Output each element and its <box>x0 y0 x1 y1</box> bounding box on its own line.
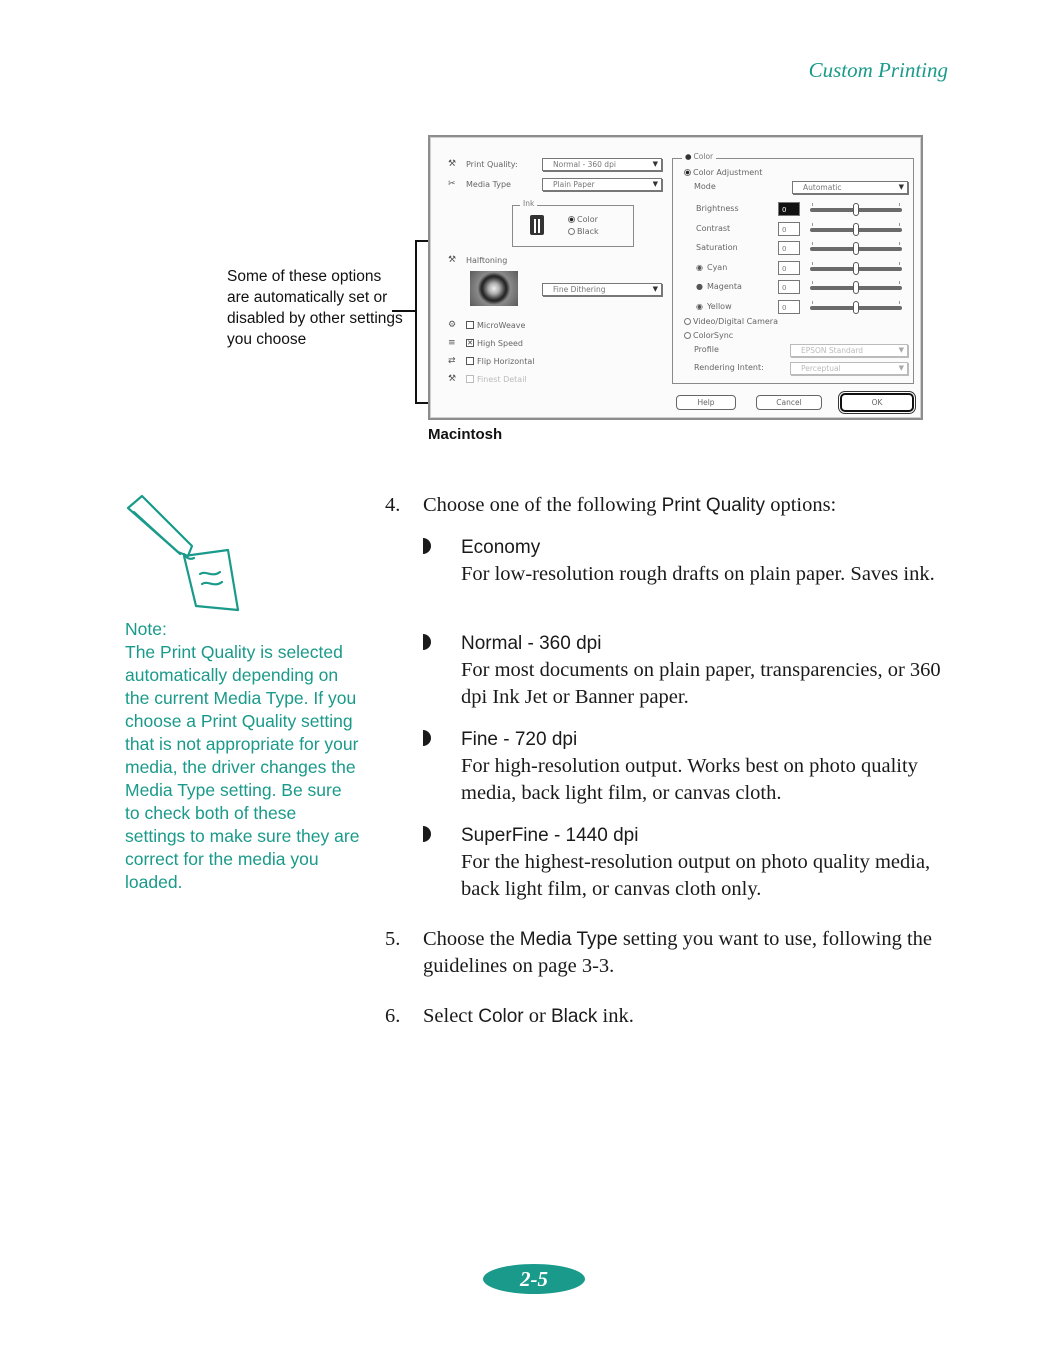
slider-thumb[interactable] <box>853 223 859 236</box>
profile-select <box>790 344 908 357</box>
checkbox-label: MicroWeave <box>477 320 526 330</box>
checkbox-label: High Speed <box>477 338 524 348</box>
color-adjustment-label: Color Adjustment <box>693 168 763 177</box>
bullet-icon <box>423 730 431 746</box>
radio-icon <box>684 318 691 325</box>
mode-label: Mode <box>694 182 716 191</box>
dropdown-arrow-icon: ▼ <box>898 364 904 372</box>
media-type-icon: ✂ <box>448 179 456 189</box>
option-description: For low-resolution rough drafts on plain paper. Saves ink. <box>461 563 935 585</box>
print-quality-value: Normal - 360 dpi <box>553 160 616 169</box>
step-text-part: or <box>523 1005 551 1027</box>
figure-caption: Macintosh <box>428 426 503 443</box>
adjustment-value-field[interactable]: 0 <box>778 241 800 255</box>
note-body: The Print Quality is selected automatically depending on the current Media Type. If you choose a Print Quality setting that is not appropriate for your media, the driver changes the Media Type setting. Be sure to check both of these settings to make sure they are correct for the media you loaded. <box>125 642 360 892</box>
slider-tick <box>812 203 813 206</box>
step-number: 5. <box>385 928 401 950</box>
note-heading: Note: <box>125 619 167 639</box>
step-number: 6. <box>385 1005 401 1027</box>
high-speed-icon: ≡ <box>448 338 456 348</box>
mode-row <box>694 182 716 191</box>
step-text-part: Choose the <box>423 928 520 950</box>
cancel-button[interactable]: Cancel <box>756 395 822 410</box>
slider-tick <box>812 281 813 284</box>
slider-thumb[interactable] <box>853 242 859 255</box>
checkbox-finest-detail <box>448 374 527 384</box>
cyan-dot-icon: ◉ <box>696 263 703 272</box>
adjustment-slider[interactable] <box>810 226 902 234</box>
step-text <box>423 926 948 980</box>
step-text-part: Choose one of the following <box>423 494 662 516</box>
checkbox-icon <box>466 321 474 329</box>
color-group-header <box>682 152 716 161</box>
halftoning-label: Halftoning <box>466 255 508 265</box>
ui-term: Media Type <box>519 929 618 950</box>
slider-tick <box>899 301 900 304</box>
halftoning-select[interactable] <box>542 283 662 296</box>
checkbox-icon <box>466 357 474 365</box>
colorsync-label: ColorSync <box>693 331 734 340</box>
checkbox-checked-icon: ✕ <box>467 339 473 347</box>
print-quality-label: Print Quality: <box>466 159 518 169</box>
dropdown-arrow-icon: ▼ <box>652 285 658 293</box>
slider-tick <box>899 262 900 265</box>
adjustment-label: Magenta <box>706 282 742 291</box>
video-camera-label: Video/Digital Camera <box>693 317 778 326</box>
video-camera-option[interactable] <box>684 317 778 326</box>
checkbox-microweave[interactable] <box>448 320 525 330</box>
profile-row <box>694 345 719 354</box>
step-text <box>423 1003 963 1030</box>
step-text <box>423 492 963 519</box>
slider-tick <box>812 223 813 226</box>
ui-term: Black <box>550 1006 598 1027</box>
rendering-intent-value: Perceptual <box>801 364 841 373</box>
slider-thumb[interactable] <box>853 203 859 216</box>
adjustment-row <box>696 224 730 233</box>
figure-callout: Some of these options are automatically set or disabled by other settings you choose <box>227 268 403 348</box>
adjustment-slider[interactable] <box>810 245 902 253</box>
option-title: Economy <box>461 537 541 558</box>
help-button[interactable]: Help <box>676 395 736 410</box>
bullet-icon <box>423 634 431 650</box>
color-adjustment-option[interactable] <box>684 168 762 177</box>
checkbox-disabled-icon <box>466 375 474 383</box>
ui-term: Print Quality <box>661 495 766 516</box>
microweave-icon: ⚙ <box>448 320 457 330</box>
halftoning-icon: ⚒ <box>448 255 457 265</box>
dropdown-arrow-icon: ▼ <box>652 160 658 168</box>
dropdown-arrow-icon: ▼ <box>898 183 904 191</box>
radio-icon <box>684 332 691 339</box>
adjustment-row <box>696 204 739 213</box>
yellow-dot-icon: ◉ <box>696 302 703 311</box>
adjustment-label: Saturation <box>696 243 738 252</box>
adjustment-label: Contrast <box>696 224 731 233</box>
step-text-part: Select <box>423 1005 479 1027</box>
adjustment-row <box>696 243 738 252</box>
step-text-part: setting you want to use, following the guidelines on page 3-3. <box>423 928 932 977</box>
adjustment-row <box>696 302 732 311</box>
adjustment-label: Brightness <box>696 204 739 213</box>
ui-term: Color <box>478 1006 524 1027</box>
note-pencil-icon <box>120 490 245 615</box>
adjustment-value-field[interactable]: 0 <box>778 261 800 275</box>
step-text-part: ink. <box>597 1005 634 1027</box>
option-description: For most documents on plain paper, transparencies, or 360 dpi Ink Jet or Banner paper. <box>461 659 941 708</box>
ink-cartridge-icon <box>530 215 544 235</box>
dropdown-arrow-icon: ▼ <box>652 180 658 188</box>
adjustment-slider[interactable] <box>810 206 902 214</box>
adjustment-value-field[interactable]: 0 <box>778 202 800 216</box>
profile-label: Profile <box>694 345 719 354</box>
radio-icon <box>568 228 575 235</box>
adjustment-row <box>696 282 742 291</box>
halftone-preview-image <box>470 271 518 306</box>
ink-option-black[interactable] <box>568 227 599 236</box>
step-text-part: options: <box>765 494 837 516</box>
slider-tick <box>812 262 813 265</box>
print-quality-row <box>448 159 518 169</box>
checkbox-label: Flip Horizontal <box>477 356 535 366</box>
ink-group-label: Ink <box>520 199 537 208</box>
slider-thumb[interactable] <box>853 301 859 314</box>
rendering-intent-label: Rendering Intent: <box>694 363 764 372</box>
checkbox-label: Finest Detail <box>477 374 527 384</box>
bullet-icon <box>423 538 431 554</box>
profile-value: EPSON Standard <box>801 346 864 355</box>
print-quality-icon: ⚒ <box>448 159 457 169</box>
lock-icon: ● <box>685 152 692 161</box>
adjustment-slider[interactable] <box>810 265 902 273</box>
media-type-value: Plain Paper <box>553 180 595 189</box>
rendering-intent-select <box>790 362 908 375</box>
option-description: For high-resolution output. Works best on photo quality media, back light film, or canvas cloth. <box>461 755 918 804</box>
color-group-label: Color <box>693 152 714 161</box>
radio-selected-icon <box>684 169 691 176</box>
slider-tick <box>899 242 900 245</box>
adjustment-value-field[interactable]: 0 <box>778 222 800 236</box>
adjustment-value-field[interactable]: 0 <box>778 280 800 294</box>
rendering-intent-row <box>694 363 764 372</box>
media-type-select[interactable] <box>542 178 662 191</box>
slider-thumb[interactable] <box>853 262 859 275</box>
checkbox-high-speed[interactable] <box>448 338 523 348</box>
print-quality-select[interactable] <box>542 158 662 171</box>
radio-selected-icon <box>568 216 575 223</box>
adjustment-label: Yellow <box>706 302 732 311</box>
mode-value: Automatic <box>803 183 842 192</box>
step-number: 4. <box>385 494 401 516</box>
slider-tick <box>899 203 900 206</box>
adjustment-row <box>696 263 727 272</box>
note-box <box>125 618 360 894</box>
mode-select[interactable] <box>792 181 908 194</box>
print-options-dialog <box>428 135 923 420</box>
finest-detail-icon: ⚒ <box>448 374 457 384</box>
adjustment-slider[interactable] <box>810 304 902 312</box>
adjustment-slider[interactable] <box>810 284 902 292</box>
slider-tick <box>899 281 900 284</box>
slider-thumb[interactable] <box>853 281 859 294</box>
page-number-badge: 2-5 <box>483 1264 585 1294</box>
slider-tick <box>812 301 813 304</box>
callout-leader-line <box>392 310 416 312</box>
dropdown-arrow-icon: ▼ <box>898 346 904 354</box>
halftoning-row <box>448 255 507 265</box>
adjustment-value-field[interactable]: 0 <box>778 300 800 314</box>
running-header: Custom Printing <box>808 58 948 82</box>
halftoning-value: Fine Dithering <box>553 285 606 294</box>
slider-tick <box>812 242 813 245</box>
media-type-label: Media Type <box>466 179 511 189</box>
slider-tick <box>899 223 900 226</box>
ink-option-label: Color <box>577 215 598 224</box>
option-title: Fine - 720 dpi <box>461 729 578 750</box>
bullet-icon <box>423 826 431 842</box>
flip-horizontal-icon: ⇄ <box>448 356 456 366</box>
option-title: Normal - 360 dpi <box>461 633 602 654</box>
option-title: SuperFine - 1440 dpi <box>461 825 639 846</box>
option-description: For the highest-resolution output on photo quality media, back light film, or canvas cloth only. <box>461 851 931 900</box>
adjustment-label: Cyan <box>706 263 728 272</box>
checkbox-flip-horizontal[interactable] <box>448 356 535 366</box>
magenta-dot-icon: ● <box>696 282 703 291</box>
ok-button[interactable]: OK <box>840 393 914 412</box>
ink-option-color[interactable] <box>568 215 598 224</box>
ink-option-label: Black <box>577 227 599 236</box>
colorsync-option[interactable] <box>684 331 733 340</box>
media-type-row <box>448 179 511 189</box>
